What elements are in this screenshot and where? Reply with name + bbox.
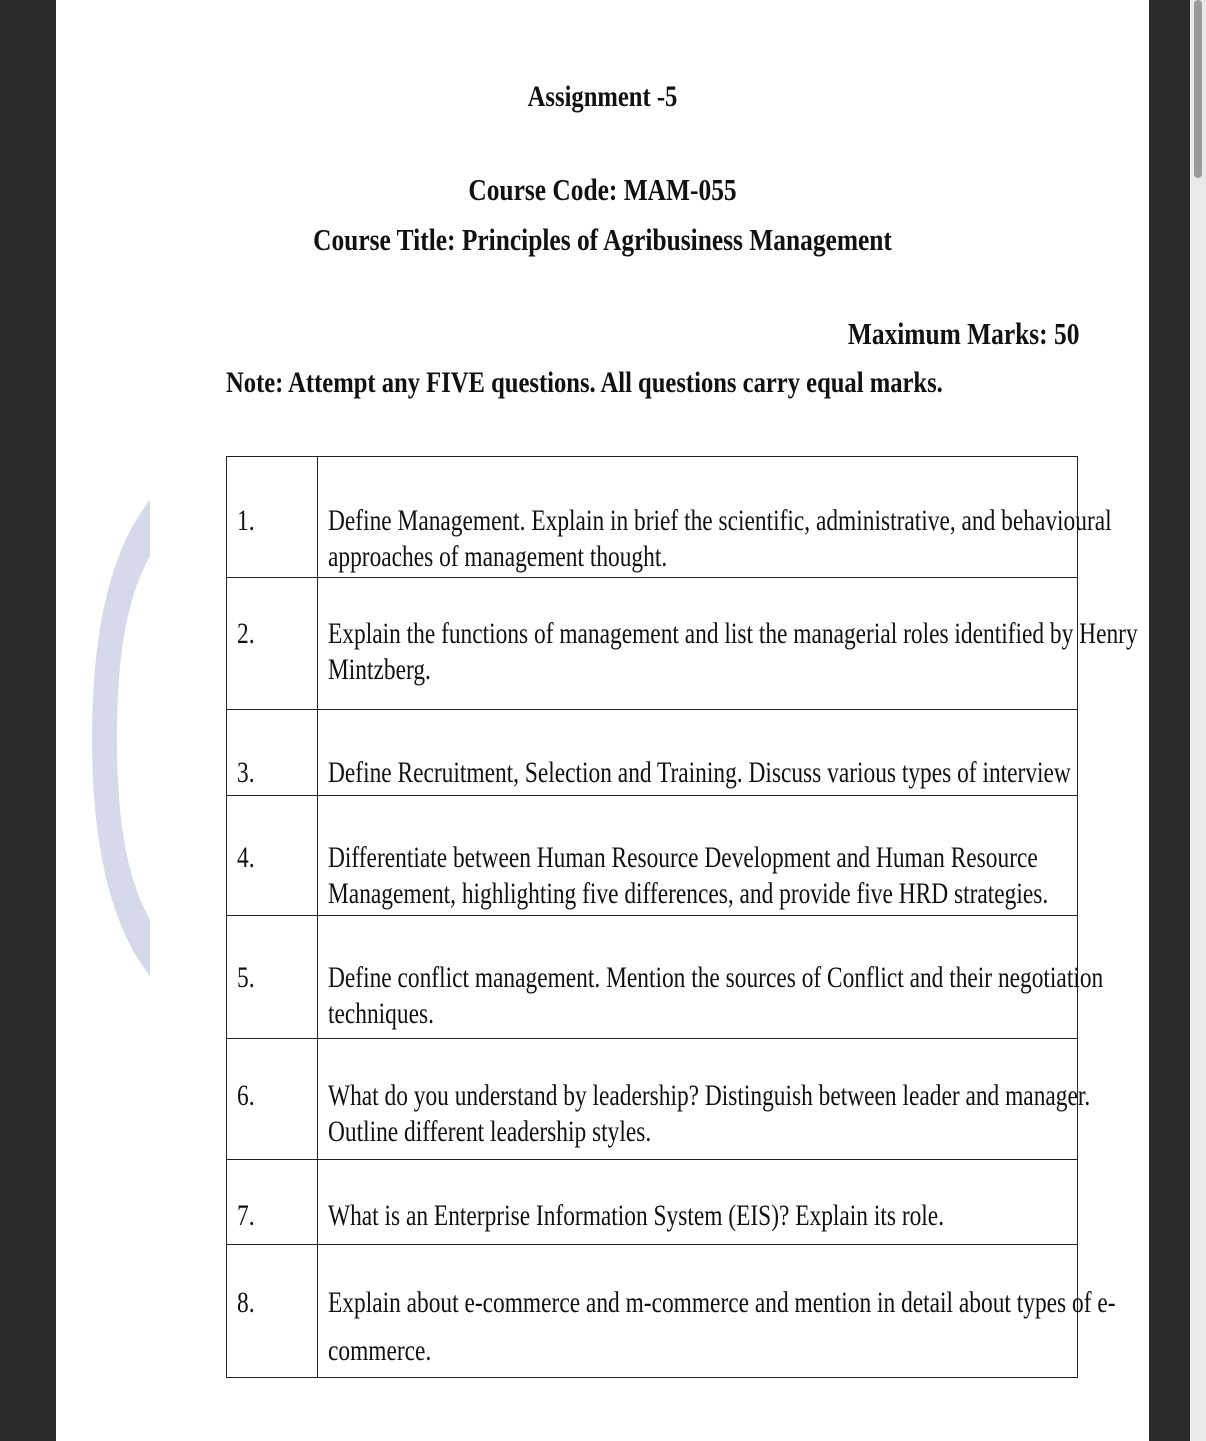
question-number: 5.	[237, 961, 255, 994]
table-row	[227, 710, 1078, 796]
table-row	[227, 578, 1078, 710]
question-number: 2.	[237, 617, 255, 650]
question-text: Management, highlighting five differences, and provide five HRD strategies.	[328, 877, 1049, 910]
question-number: 8.	[237, 1286, 255, 1319]
table-row	[227, 457, 1078, 578]
question-text: Define Recruitment, Selection and Training. Discuss various types of interview	[328, 756, 1071, 789]
question-text: Outline different leadership styles.	[328, 1115, 652, 1148]
scrollbar-thumb[interactable]	[1194, 0, 1202, 178]
table-row	[227, 1245, 1078, 1378]
course-title: Course Title: Principles of Agribusiness Management	[313, 222, 892, 257]
question-number: 1.	[237, 504, 255, 537]
instructions-note: Note: Attempt any FIVE questions. All questions carry equal marks.	[226, 366, 943, 399]
questions-table	[226, 456, 1138, 1378]
maximum-marks: Maximum Marks: 50	[847, 316, 1079, 351]
document-page	[56, 0, 1149, 1441]
question-text: commerce.	[328, 1334, 432, 1367]
question-text: What is an Enterprise Information System (EIS)? Explain its role.	[328, 1199, 945, 1232]
assignment-title: Assignment -5	[527, 80, 678, 113]
table-row	[227, 1160, 1078, 1245]
question-text: Define Management. Explain in brief the scientific, administrative, and behavioural	[328, 504, 1112, 537]
watermark-logo	[92, 500, 152, 976]
question-number: 4.	[237, 841, 255, 874]
question-number: 7.	[237, 1199, 255, 1232]
question-text: approaches of management thought.	[328, 540, 668, 573]
question-number: 6.	[237, 1079, 255, 1112]
question-number: 3.	[237, 756, 255, 789]
question-text: techniques.	[328, 997, 434, 1030]
course-code: Course Code: MAM-055	[468, 172, 737, 207]
question-text: Explain about e-commerce and m-commerce and mention in detail about types of e-	[328, 1286, 1116, 1319]
table-row	[227, 796, 1078, 916]
vertical-scrollbar[interactable]	[1190, 0, 1206, 1441]
question-text: Mintzberg.	[328, 653, 431, 686]
question-text: Explain the functions of management and list the managerial roles identified by Henry	[328, 617, 1138, 650]
question-text: Differentiate between Human Resource Development and Human Resource	[328, 841, 1038, 874]
question-text: Define conflict management. Mention the sources of Conflict and their negotiation	[328, 961, 1104, 994]
question-text: What do you understand by leadership? Distinguish between leader and manager.	[328, 1079, 1091, 1112]
table-row	[227, 916, 1078, 1039]
table-row	[227, 1039, 1078, 1160]
